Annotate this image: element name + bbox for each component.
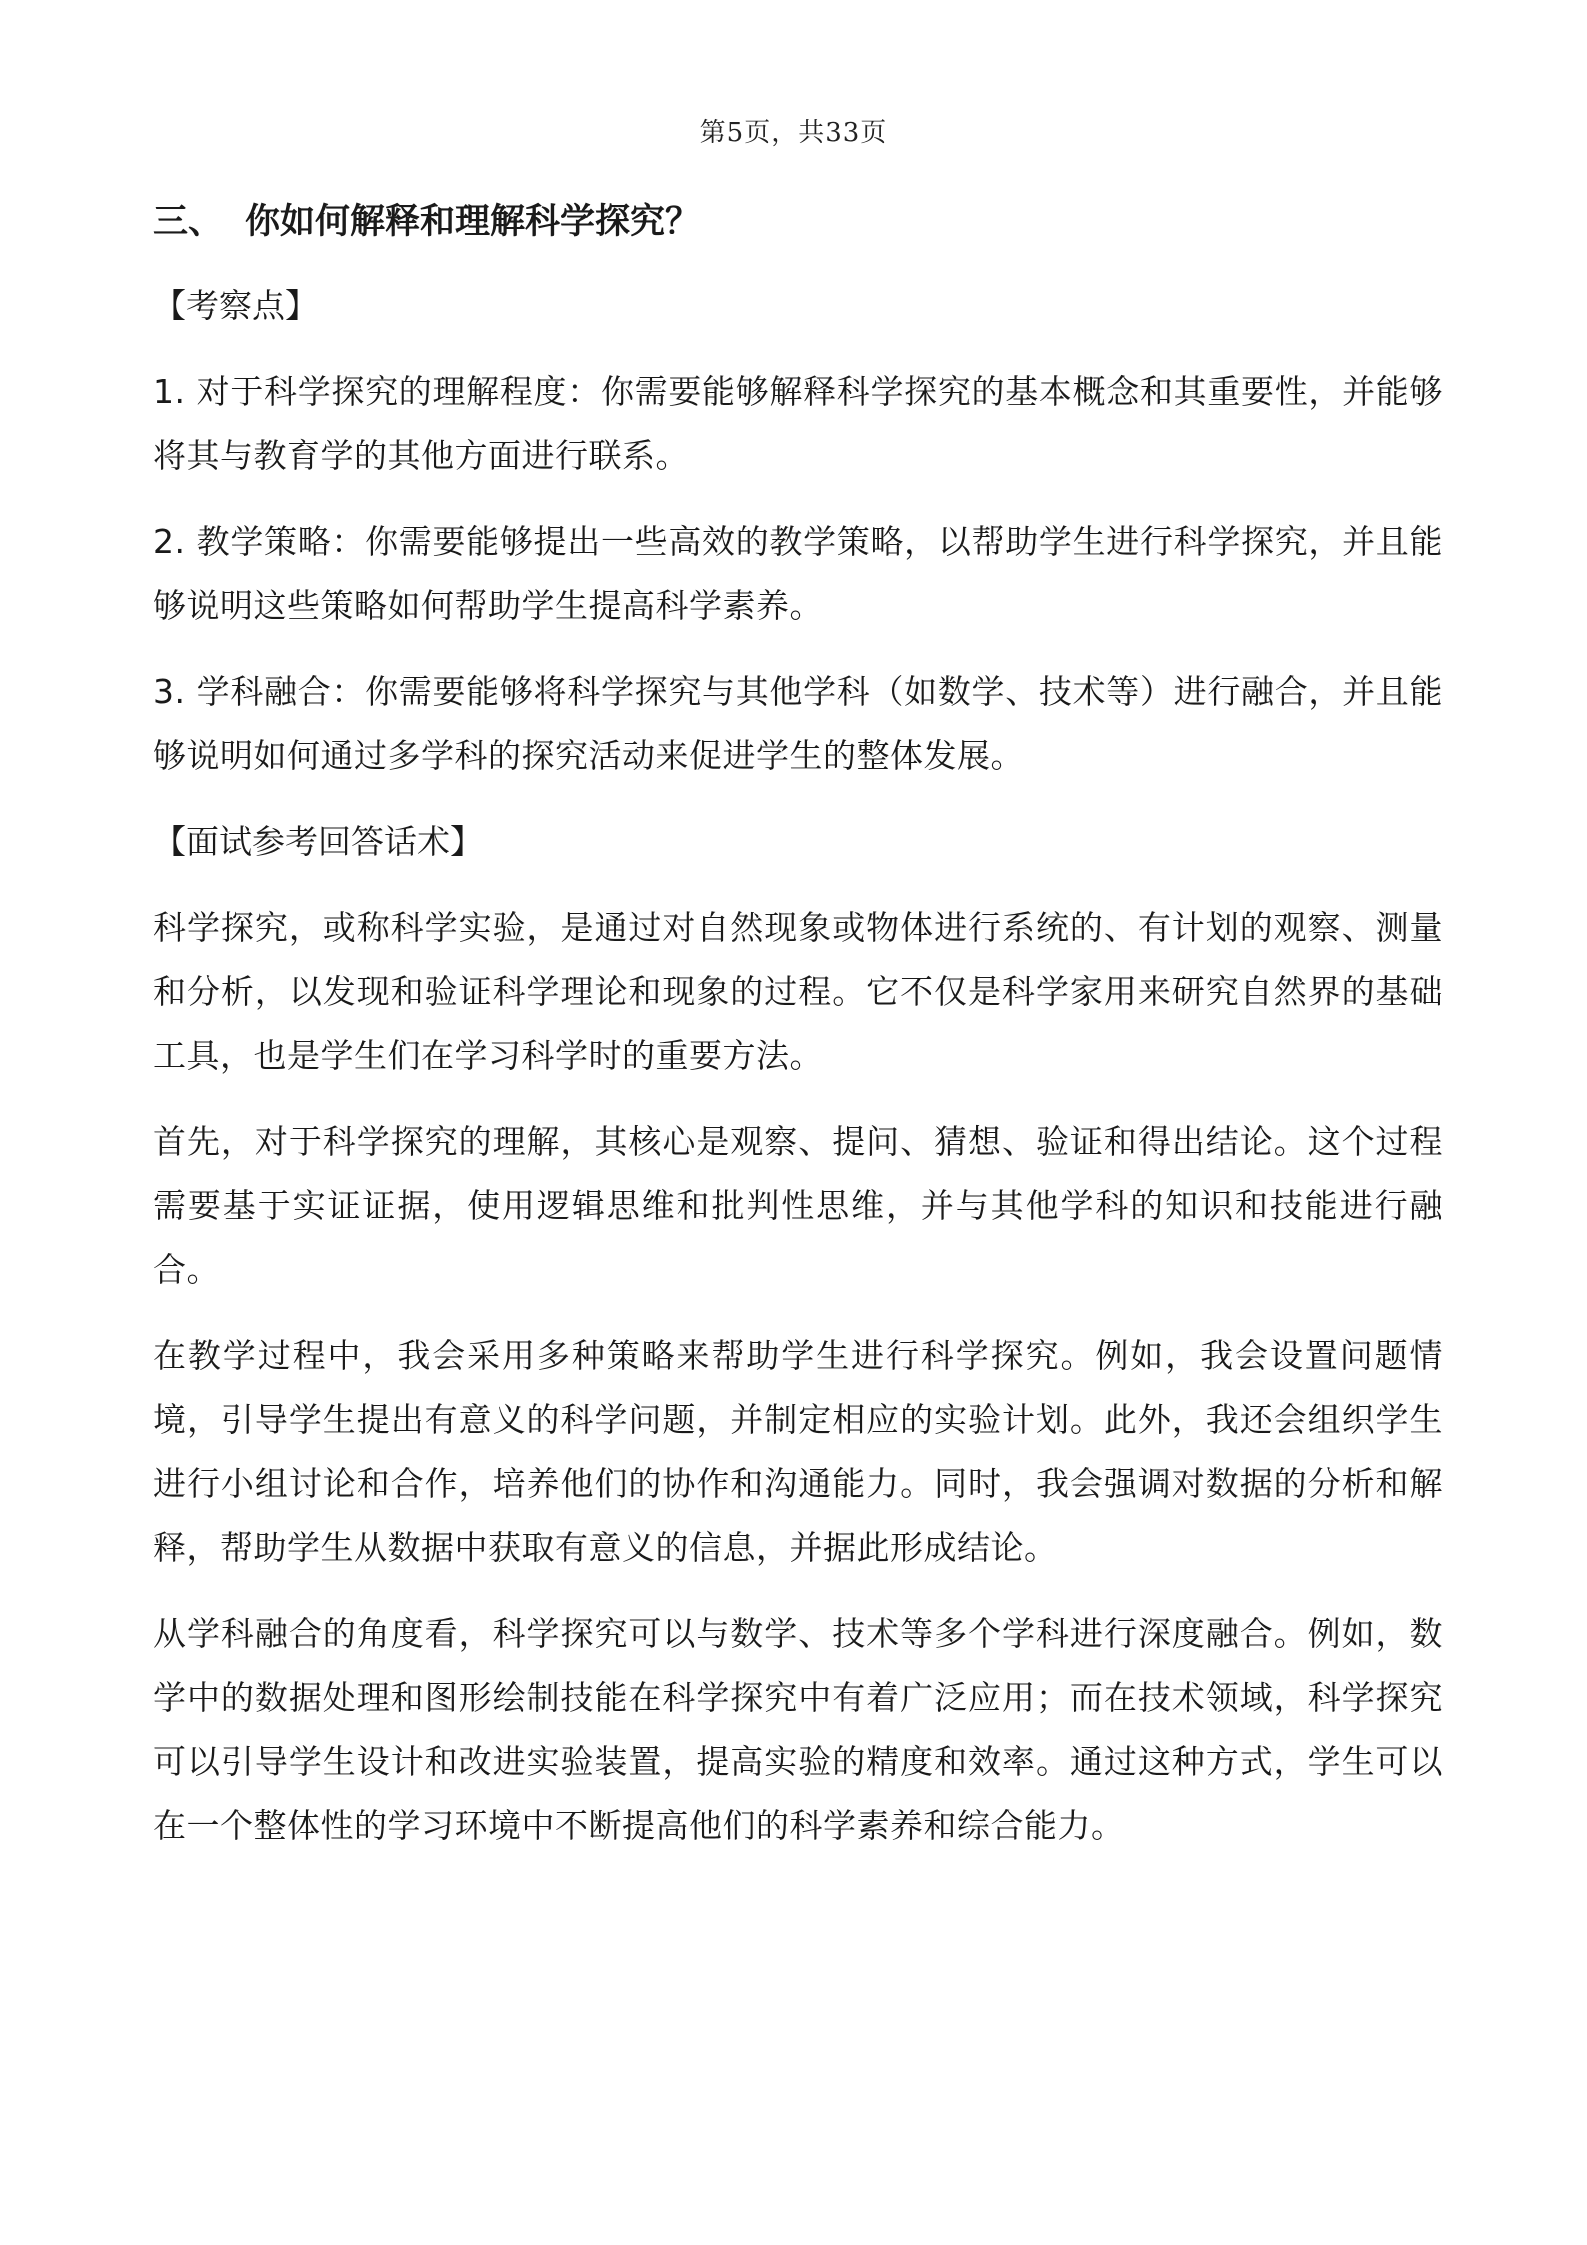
answer-paragraph-1: 科学探究，或称科学实验，是通过对自然现象或物体进行系统的、有计划的观察、测量和分析，以发现和验证科学理论和现象的过程。它不仅是科学家用来研究自然界的基础工具，也是学生们在学习科学时的重要方法。 (153, 908, 1443, 1075)
section-number: 三、 (153, 202, 224, 242)
exam-point-1: 1. 对于科学探究的理解程度：你需要能够解释科学探究的基本概念和其重要性，并能够将其与教育学的其他方面进行联系。 (153, 372, 1443, 475)
exam-point-3: 3. 学科融合：你需要能够将科学探究与其他学科（如数学、技术等）进行融合，并且能够说明如何通过多学科的探究活动来促进学生的整体发展。 (153, 672, 1443, 775)
answer-paragraph-2: 首先，对于科学探究的理解，其核心是观察、提问、猜想、验证和得出结论。这个过程需要基于实证证据，使用逻辑思维和批判性思维，并与其他学科的知识和技能进行融合。 (153, 1122, 1443, 1289)
section-title: 你如何解释和理解科学探究？ (245, 202, 701, 242)
answer-label: 【面试参考回答话术】 (153, 822, 483, 861)
exam-points-label: 【考察点】 (153, 286, 318, 325)
page-indicator: 第5页，共33页 (699, 118, 888, 148)
answer-paragraph-4: 从学科融合的角度看，科学探究可以与数学、技术等多个学科进行深度融合。例如，数学中的数据处理和图形绘制技能在科学探究中有着广泛应用；而在技术领域，科学探究可以引导学生设计和改进实验装置，提高实验的精度和效率。通过这种方式，学生可以在一个整体性的学习环境中不断提高他们的科学素养和综合能力。 (153, 1614, 1443, 1845)
answer-paragraph-3: 在教学过程中，我会采用多种策略来帮助学生进行科学探究。例如，我会设置问题情境，引导学生提出有意义的科学问题，并制定相应的实验计划。此外，我还会组织学生进行小组讨论和合作，培养他们的协作和沟通能力。同时，我会强调对数据的分析和解释，帮助学生从数据中获取有意义的信息，并据此形成结论。 (153, 1336, 1443, 1567)
document-body (153, 190, 1443, 1880)
section-heading (153, 190, 1443, 254)
exam-point-2: 2. 教学策略：你需要能够提出一些高效的教学策略，以帮助学生进行科学探究，并且能够说明这些策略如何帮助学生提高科学素养。 (153, 522, 1443, 625)
